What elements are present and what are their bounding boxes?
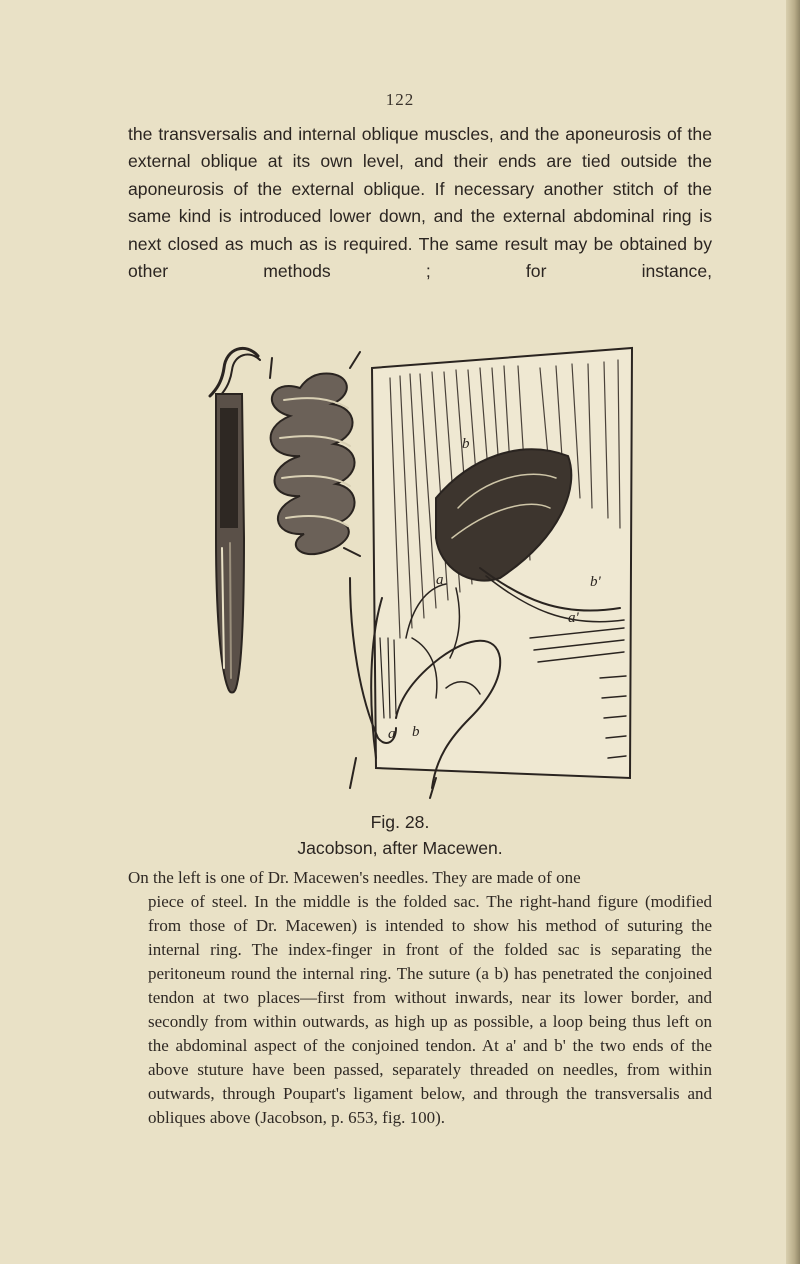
- label-a-prime: a': [568, 610, 579, 626]
- needle-drawing: [210, 348, 260, 692]
- label-b-prime: b': [590, 574, 601, 590]
- figure-illustration: [200, 338, 640, 808]
- caption-body: piece of steel. In the middle is the folded sac. The right-hand figure (modified from those of Dr. Macewen) is intended to show his method of suturing the internal ring. The index-finger in front of the folded sac is separating the peritoneum round the internal ring. The suture (a b) has penetrated the conjoined tendon at two places—first from without inwards, near its lower border, and secondly from within outwards, as high up as possible, a loop being thus left on the abdominal aspect of the conjoined tendon. At a' and b' the two ends of the above stuture have been passed, separately threaded on needles, from within outwards, through Poupart's ligament below, and through the transversalis and obliques above (Jacobson, p. 653, fig. 100).: [148, 892, 712, 1127]
- label-a-lower: a: [388, 726, 396, 742]
- figure-number: Fig. 28.: [370, 812, 430, 832]
- label-b-upper: b: [462, 436, 470, 452]
- page-edge: [786, 0, 800, 1264]
- label-b-lower: b: [412, 724, 420, 740]
- body-paragraph: the transversalis and internal oblique muscles, and the aponeurosis of the external oblique at its own level, and their ends are tied outside the aponeurosis of the external oblique. If necessary another stitch of the same kind is introduced lower down, and the external abdominal ring is next closed as much as is required. The same result may be obtained by other methods ; for instance,: [128, 124, 712, 282]
- page-number: 122: [385, 90, 415, 109]
- figure-credit: Jacobson, after Macewen.: [297, 838, 503, 858]
- label-a-upper: a: [436, 572, 444, 588]
- figure-caption: [128, 866, 712, 1130]
- caption-first-line: On the left is one of Dr. Macewen's needles. They are made of one: [128, 868, 581, 887]
- folded-sac-drawing: [270, 352, 360, 556]
